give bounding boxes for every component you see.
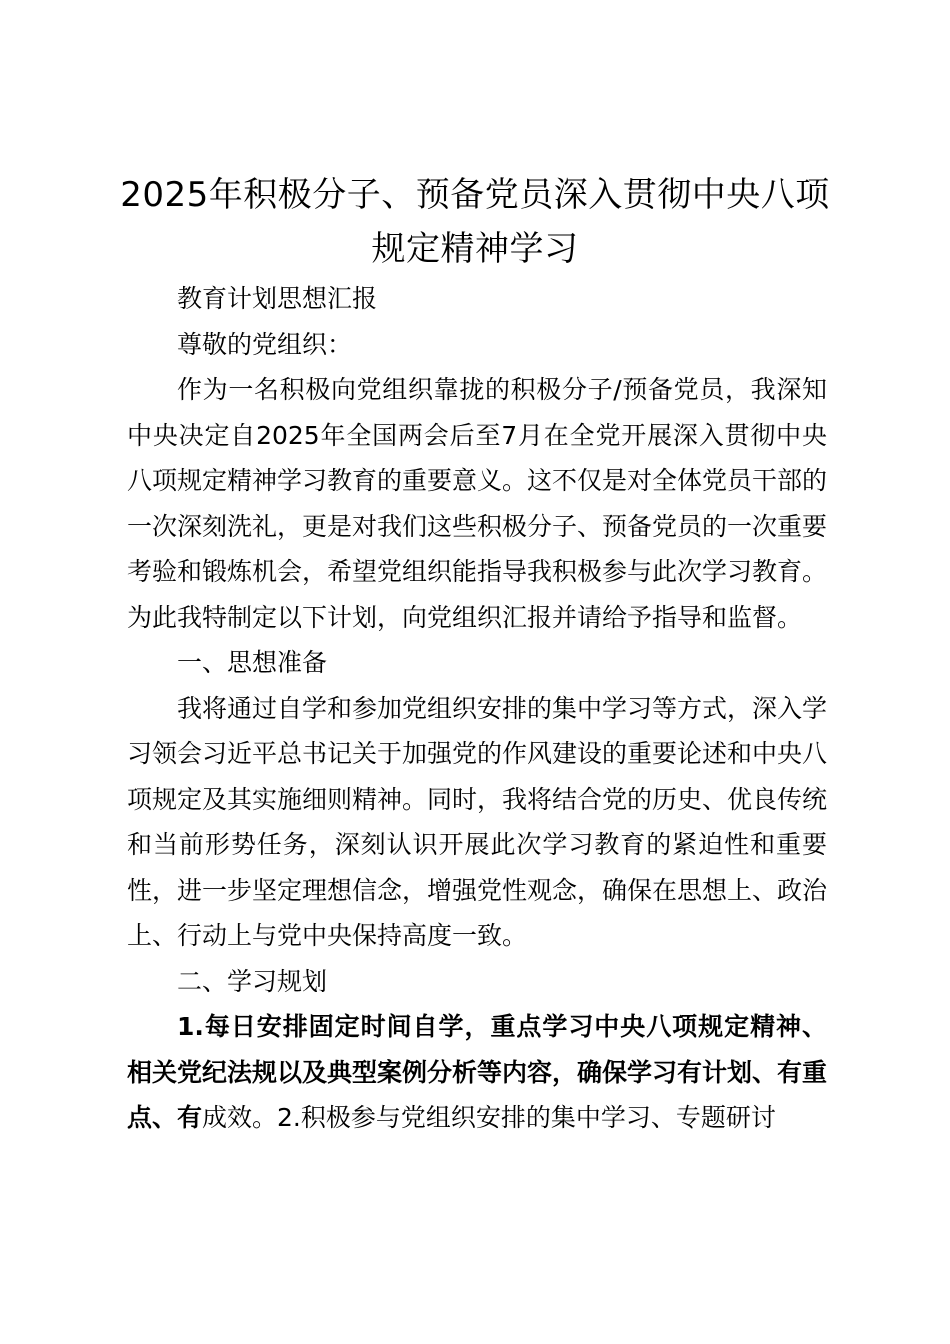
document-title: 2025年积极分子、预备党员深入贯彻中央八项规定精神学习 [120, 175, 830, 269]
section-2-item-1 [127, 1004, 827, 1141]
section-1-heading: 一、思想准备 [177, 648, 328, 677]
document-body [127, 276, 827, 1141]
section-2-heading: 二、学习规划 [177, 966, 328, 996]
section-1-paragraph: 我将通过自学和参加党组织安排的集中学习等方式，深入学习领会习近平总书记关于加强党的作风建设的重要论述和中央八项规定及其实施细则精神。同时，我将结合党的历史、优良传统和当前形势任务，深刻认识开展此次学习教育的紧迫性和重要性，进一步坚定理想信念，增强党性观念，确保在思想上、政治上、行动上与党中央保持高度一致。 [127, 693, 828, 950]
section-2-item-1-bold: 1.每日安排固定时间自学，重点学习中央八项规定精神、相关党纪法规以及典型案例分析等内容，确保学习有计划、有重点、有 [127, 1012, 828, 1132]
document-subtitle: 教育计划思想汇报 [177, 284, 378, 313]
intro-paragraph: 作为一名积极向党组织靠拢的积极分子/预备党员，我深知中央决定自2025年全国两会后至7月在全党开展深入贯彻中央八项规定精神学习教育的重要意义。这不仅是对全体党员干部的一次深刻洗礼，更是对我们这些积极分子、预备党员的一次重要考验和锻炼机会，希望党组织能指导我积极参与此次学习教育。为此我特制定以下计划，向党组织汇报并请给予指导和监督。 [127, 375, 828, 632]
salutation: 尊敬的党组织： [177, 329, 353, 359]
section-2-item-1-rest: 成效。2.积极参与党组织安排的集中学习、专题研讨 [202, 1103, 776, 1132]
